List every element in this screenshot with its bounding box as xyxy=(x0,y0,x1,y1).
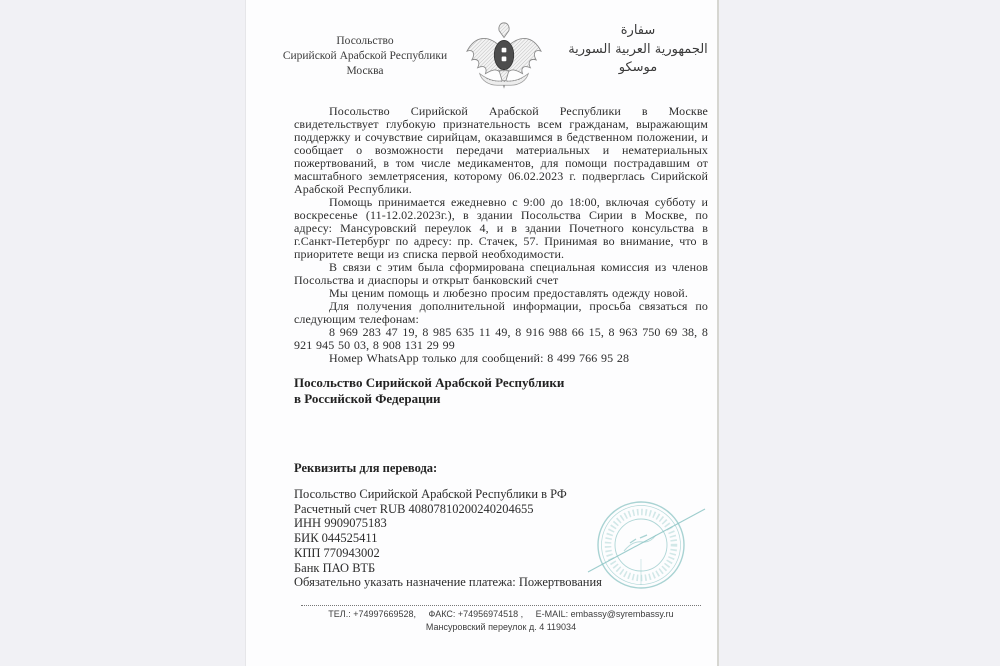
letterhead-footer xyxy=(294,605,708,634)
syrian-eagle-emblem-icon xyxy=(459,18,549,96)
signature-line2: в Российской Федерации xyxy=(294,390,441,406)
header-org-ar-line1: سفارة xyxy=(620,23,656,38)
signature-block xyxy=(294,375,708,406)
requisite-payment-purpose: Обязательно указать назначение платежа: Пожертвования xyxy=(294,575,602,590)
paragraph-whatsapp: Номер WhatsApp только для сообщений: 8 499 766 95 28 xyxy=(329,351,630,365)
header-org-russian xyxy=(276,34,454,79)
letter-body xyxy=(294,105,708,365)
header-org-ru-line1: Посольство xyxy=(336,35,394,47)
requisite-recipient: Посольство Сирийской Арабской Республики в РФ xyxy=(294,487,567,501)
requisite-account: Расчетный счет RUB 40807810200240204655 xyxy=(294,501,534,516)
header-org-arabic xyxy=(558,22,718,78)
requisite-kpp: КПП 770943002 xyxy=(294,545,380,560)
embassy-stamp-icon xyxy=(574,487,766,605)
requisite-bik: БИК 044525411 xyxy=(294,531,378,546)
footer-fax: ФАКС: +74956974518 , xyxy=(428,609,524,619)
paragraph-clothing: Мы ценим помощь и любезно просим предоставлять одежду новой. xyxy=(329,286,688,300)
header-org-ar-line2: الجمهورية العربية السورية xyxy=(568,41,708,57)
header-org-ru-line3: Москва xyxy=(346,65,384,77)
footer-address: Мансуровский переулок д. 4 119034 xyxy=(425,622,577,632)
signature-line1: Посольство Сирийской Арабской Республики xyxy=(294,375,565,390)
footer-email: E-MAIL: embassy@syrembassy.ru xyxy=(535,609,674,619)
document-page xyxy=(245,0,719,666)
requisites-title: Реквизиты для перевода: xyxy=(294,461,438,475)
requisite-bank: Банк ПАО ВТБ xyxy=(294,560,376,575)
requisite-inn: ИНН 9909075183 xyxy=(294,516,387,531)
footer-dotted-rule xyxy=(301,605,701,606)
paragraph-commission: В связи с этим была сформирована специальная комиссия из членов Посольства и диаспоры и открыт банковский счет xyxy=(294,260,708,287)
paragraph-phone-numbers: 8 969 283 47 19, 8 985 635 11 49, 8 916 988 66 15, 8 963 750 69 38, 8 921 945 50 03, 8 908 131 29 99 xyxy=(294,325,708,352)
footer-contacts-line xyxy=(294,608,708,621)
header-org-ru-line2: Сирийской Арабской Республики xyxy=(282,50,448,62)
footer-phone: ТЕЛ.: +74997669528, xyxy=(328,609,417,619)
paragraph-contact-intro: Для получения дополнительной информации, просьба связаться по следующим телефонам: xyxy=(294,299,708,326)
header-org-ar-line3: موسكو xyxy=(618,60,658,75)
paragraph-donation-hours: Помощь принимается ежедневно с 9:00 до 18:00, включая субботу и воскресенье (11-12.02.2023г.), в здании Посольства Сирии в Москве, по адресу: Мансуровский переулок 4, и в здании Почетного консульства в г.Санкт-Петербург по адресу: пр. Стачек, 57. Принимая во внимание, что в приоритете вещи из списка первой необходимости. xyxy=(294,195,708,261)
paragraph-gratitude: Посольство Сирийской Арабской Республики в Москве свидетельствует глубокую признательность всем гражданам, выражающим поддержку и сочувствие сирийцам, оказавшимся в бедственном положении, и сообщает о возможности передачи материальных и нематериальных пожертвований, в том числе медикаментов, для помощи пострадавшим от масштабного землетрясения, которому 06.02.2023 г. подверглась Сирийской Арабской Республики. xyxy=(294,104,708,196)
